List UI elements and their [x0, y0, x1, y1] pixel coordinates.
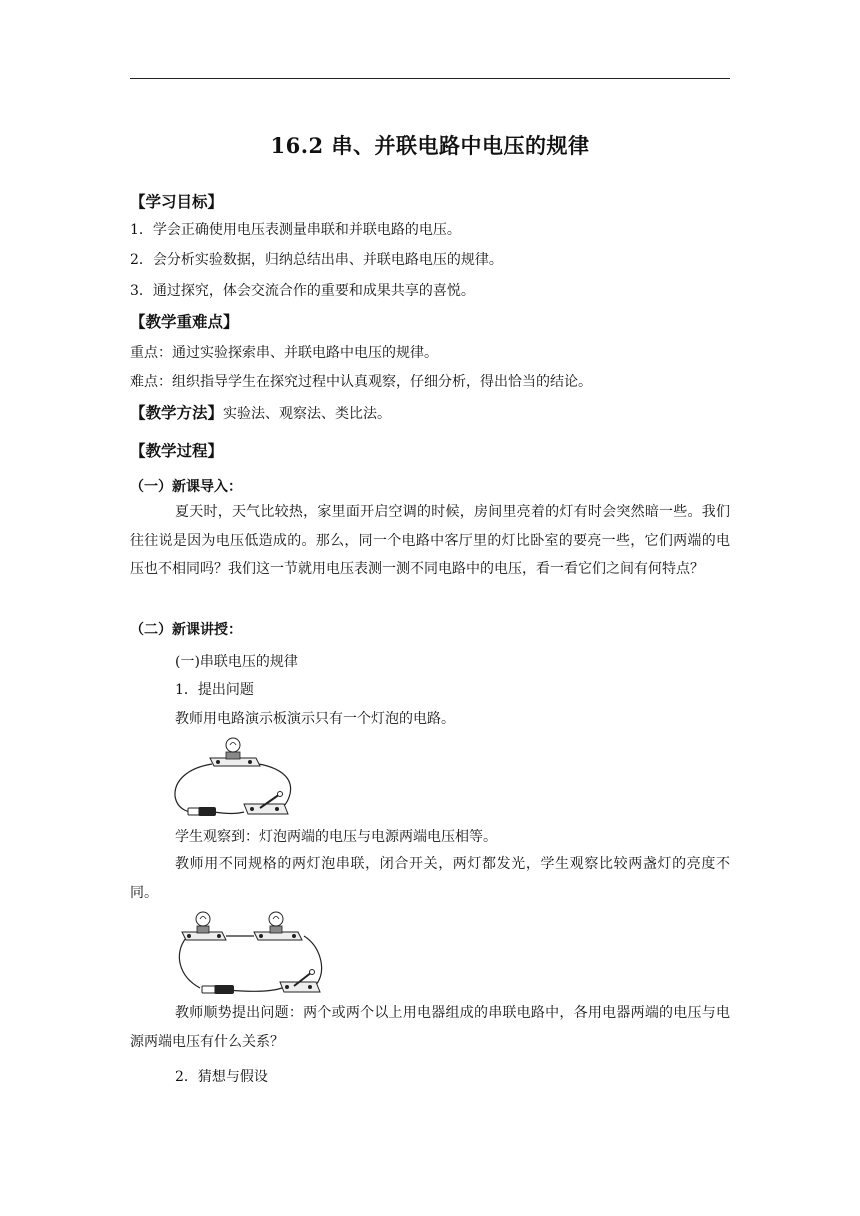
- key-point-focus: 重点：通过实验探索串、并联电路中电压的规律。: [130, 345, 438, 361]
- series-two-bulbs-circuit-figure: [170, 908, 330, 1000]
- step-1-heading: 1．提出问题: [175, 682, 254, 698]
- key-points-heading: 【教学重难点】: [130, 312, 239, 331]
- objective-item-1: 1．学会正确使用电压表测量串联和并联电路的电压。: [130, 222, 461, 238]
- objectives-heading: 【学习目标】: [130, 192, 224, 211]
- objective-item-2: 2．会分析实验数据，归纳总结出串、并联电路电压的规律。: [130, 252, 503, 268]
- step-2-heading: 2．猜想与假设: [175, 1069, 268, 1085]
- methods-text: 实验法、观察法、类比法。: [223, 406, 392, 422]
- process-heading: 【教学过程】: [130, 441, 224, 460]
- series-section-title: (一)串联电压的规律: [175, 654, 298, 670]
- header-rule: [130, 78, 730, 79]
- objective-item-3: 3．通过探究，体会交流合作的重要和成果共享的喜悦。: [130, 283, 475, 299]
- intro-heading: （一）新课导入：: [130, 479, 242, 495]
- demo-single-bulb-text: 教师用电路演示板演示只有一个灯泡的电路。: [175, 711, 455, 727]
- single-bulb-circuit-figure: [172, 736, 298, 822]
- methods-heading: 【教学方法】: [130, 403, 224, 422]
- lecture-heading: （二）新课讲授：: [130, 622, 242, 638]
- observe-single-bulb-text: 学生观察到：灯泡两端的电压与电源两端电压相等。: [175, 829, 497, 845]
- methods-line: [130, 403, 391, 424]
- question-paragraph: 教师顺势提出问题：两个或两个以上用电器组成的串联电路中，各用电器两端的电压与电源两端电压有什么关系？: [130, 1005, 730, 1050]
- intro-paragraph: 夏天时，天气比较热，家里面开启空调的时候，房间里亮着的灯有时会突然暗一些。我们往往说是因为电压低造成的。那么，同一个电路中客厅里的灯比卧室的要亮一些，它们两端的电压也不相同吗？我们这一节就用电压表测一测不同电路中的电压，看一看它们之间有何特点？: [130, 504, 730, 577]
- key-point-difficulty: 难点：组织指导学生在探究过程中认真观察，仔细分析，得出恰当的结论。: [130, 374, 592, 390]
- page-title: 16.2 串、并联电路中电压的规律: [270, 133, 590, 158]
- demo-two-bulbs-paragraph: 教师用不同规格的两灯泡串联，闭合开关，两灯都发光，学生观察比较两盏灯的亮度不同。: [130, 856, 730, 901]
